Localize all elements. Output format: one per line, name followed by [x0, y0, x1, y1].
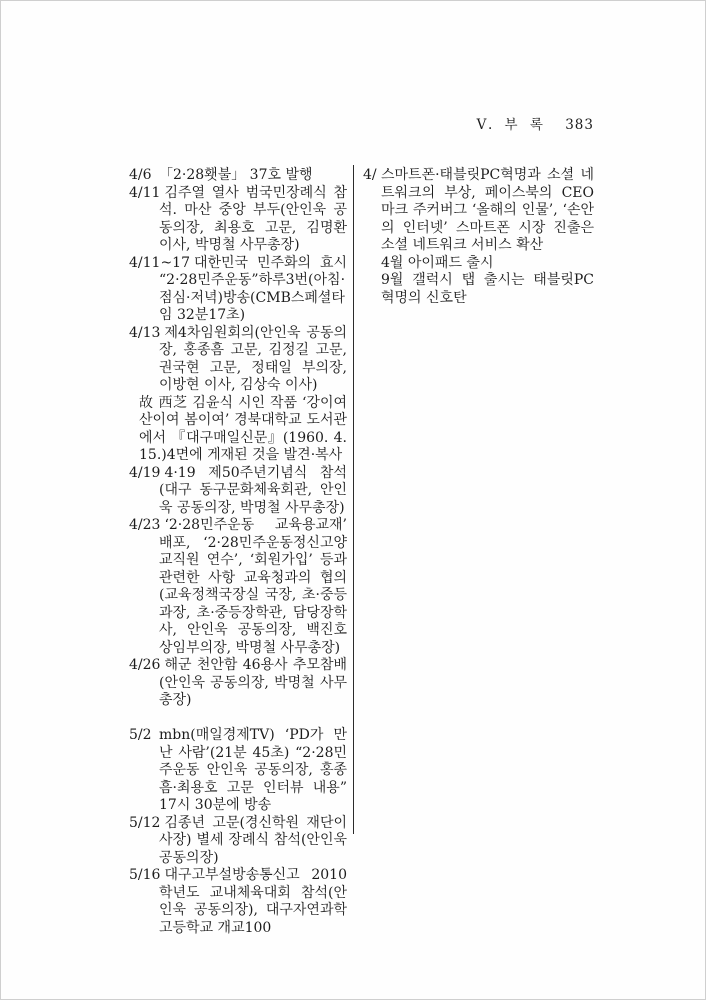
- entry-text: 김종년 고문(경신학원 재단이사장) 별세 장례식 참석(안인욱 공동의장): [159, 814, 347, 866]
- entry-text: ‘2·28민주운동 교육용교재’ 배포, ‘2·28민주운동정신고양 교직원 연수’, ‘회원가입’ 등과 관련한 사항 교육청과의 협의(교육정책국장실 국장, 초·중등과장, 초·중등장학관, 담당장학사, 안인욱 공동의장, 백진호 상임부의장, 박명철 사무총장): [159, 517, 347, 656]
- entry-date: 4/6: [129, 167, 152, 183]
- entry-date: 4/11: [129, 184, 161, 201]
- left-column: [129, 167, 347, 937]
- entry-text: 4·19 제50주년기념식 참석(대구 동구문화체육회관, 안인욱 공동의장, 박명철 사무총장): [159, 464, 347, 516]
- entry-date: 5/2: [129, 727, 152, 743]
- entry-date: 5/12: [129, 814, 161, 831]
- right-column: [363, 167, 594, 937]
- timeline-entry: [129, 815, 347, 868]
- section-title: V. 부 록: [476, 117, 547, 133]
- entry-date: 4/: [363, 167, 377, 183]
- timeline-entry: [363, 272, 594, 307]
- chronology-content: [129, 167, 594, 937]
- timeline-entry: [363, 255, 594, 273]
- timeline-entry: [129, 867, 347, 937]
- entry-text: 대구고부설방송통신고 2010학년도 교내체육대회 참석(안인욱 공동의장), 대구자연과학고등학교 개교100: [159, 867, 347, 936]
- timeline-entry: [363, 167, 594, 255]
- timeline-entry: [129, 465, 347, 518]
- timeline-entry: [129, 657, 347, 710]
- entry-text: 故 西芝 김윤식 시인 작품 ‘강이여 산이여 봄이여’ 경북대학교 도서관에서 『대구매일신문』(1960. 4. 15.)4면에 게재된 것을 발견·복사: [139, 394, 347, 463]
- entry-text: 4월 아이패드 출시: [381, 254, 494, 271]
- entry-date: 5/16: [129, 867, 161, 883]
- timeline-entry: [129, 395, 347, 465]
- column-divider-rule: [353, 165, 354, 834]
- page-number: 383: [565, 117, 594, 133]
- entry-date: 4/23: [129, 517, 161, 533]
- entry-date: 4/26: [129, 657, 161, 673]
- timeline-entry: [129, 185, 347, 255]
- timeline-entry: [129, 727, 347, 815]
- entry-text: 스마트폰·태블릿PC혁명과 소셜 네트워크의 부상, 페이스북의 CEO 마크 주커버그 ‘올해의 인물’, ‘손안의 인터넷’ 스마트폰 시장 진출은 소셜 네트워크 서비스 확산: [381, 167, 594, 253]
- timeline-entry: [129, 255, 347, 325]
- entry-date: 4/11~17: [129, 254, 190, 271]
- entry-text: mbn(매일경제TV) ‘PD가 만난 사람’(21분 45초) “2·28민주운동 안인욱 공동의장, 홍종흠·최용호 고문 인터뷰 내용” 17시 30분에 방송: [159, 727, 347, 813]
- entry-text: 대한민국 민주화의 효시 “2·28민주운동”하루3번(아침·점심·저녁)방송(CMB스페셜타임 32분17초): [159, 254, 347, 323]
- entry-text: 해군 천안함 46용사 추모참배(안인욱 공동의장, 박명철 사무총장): [159, 657, 347, 708]
- timeline-entry: [129, 167, 347, 185]
- timeline-entry: [129, 325, 347, 395]
- running-head: [129, 116, 594, 134]
- entry-text: 9월 갤럭시 탭 출시는 태블릿PC 혁명의 신호탄: [381, 272, 594, 306]
- entry-date: 4/13: [129, 324, 161, 341]
- entry-text: 제4차임원회의(안인욱 공동의장, 홍종흠 고문, 김정길 고문, 권국현 고문, 정태일 부의장, 이방현 이사, 김상숙 이사): [159, 324, 347, 393]
- entry-text: 김주열 열사 범국민장례식 참석. 마산 중앙 부두(안인욱 공동의장, 최용호 고문, 김명환 이사, 박명철 사무총장): [159, 184, 347, 253]
- timeline-entry: [129, 517, 347, 657]
- entry-date: 4/19: [129, 464, 161, 481]
- entry-text: 「2·28횃불」 37호 발행: [159, 167, 313, 183]
